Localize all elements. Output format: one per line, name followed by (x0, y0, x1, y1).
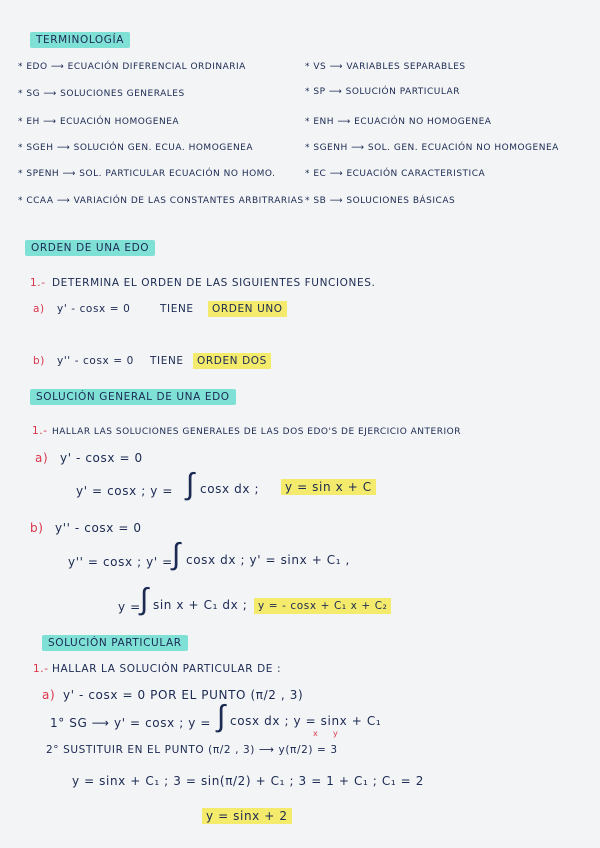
general-a-equation: y' - cosx = 0 (60, 451, 143, 465)
term-enh: * ENH ⟶ ECUACIÓN NO HOMOGENEA (305, 117, 492, 127)
orden-a-label: a) (33, 303, 45, 315)
general-b-equation: y'' - cosx = 0 (55, 521, 142, 535)
term-vs: * VS ⟶ VARIABLES SEPARABLES (305, 62, 466, 72)
term-sp: * SP ⟶ SOLUCIÓN PARTICULAR (305, 87, 460, 97)
orden-b-label: b) (33, 355, 45, 367)
particular-result: y = sinx + 2 (202, 808, 292, 824)
particular-a-equation: y' - cosx = 0 POR EL PUNTO (π/2 , 3) (63, 688, 304, 702)
general-a-label: a) (35, 451, 49, 465)
general-b-result: y = - cosx + C₁ x + C₂ (254, 598, 391, 614)
general-title: SOLUCIÓN GENERAL DE UNA EDO (30, 389, 236, 405)
term-sg: * SG ⟶ SOLUCIONES GENERALES (18, 89, 185, 99)
integral-sign-icon: ∫ (186, 467, 195, 502)
general-a-result: y = sin x + C (281, 479, 376, 495)
general-number: 1.- (32, 425, 48, 437)
term-edo: * EDO ⟶ ECUACIÓN DIFERENCIAL ORDINARIA (18, 62, 246, 72)
particular-step2: 2° SUSTITUIR EN EL PUNTO (π/2 , 3) ⟶ y(π/2) = 3 (46, 744, 338, 756)
term-spenh: * SPENH ⟶ SOL. PARTICULAR ECUACIÓN NO HOMO. (18, 169, 276, 179)
particular-statement: HALLAR LA SOLUCIÓN PARTICULAR DE : (52, 663, 282, 675)
particular-step1: 1° SG ⟶ y' = cosx ; y = (50, 716, 212, 730)
particular-step3: y = sinx + C₁ ; 3 = sin(π/2) + C₁ ; 3 = 1 + C₁ ; C₁ = 2 (72, 774, 424, 788)
general-a-integrand: cosx dx ; (200, 482, 260, 496)
integral-sign-icon: ∫ (172, 537, 181, 572)
particular-a-label: a) (42, 688, 56, 702)
general-b-integrand1: cosx dx ; y' = sinx + C₁ , (186, 553, 350, 567)
particular-number: 1.- (33, 663, 49, 675)
orden-title: ORDEN DE UNA EDO (25, 240, 155, 256)
general-b-step2: y = (118, 600, 141, 614)
term-sgenh: * SGENH ⟶ SOL. GEN. ECUACIÓN NO HOMOGENEA (305, 143, 559, 153)
integral-sign-icon: ∫ (140, 582, 149, 617)
term-sb: * SB ⟶ SOLUCIONES BÁSICAS (305, 196, 456, 206)
general-a-step: y' = cosx ; y = (76, 484, 174, 498)
orden-a-equation: y' - cosx = 0 (57, 303, 131, 315)
general-b-step1: y'' = cosx ; y' = (68, 555, 173, 569)
mark-x: x (313, 729, 318, 738)
orden-b-answer: ORDEN DOS (193, 353, 271, 369)
general-b-integrand2: sin x + C₁ dx ; (153, 598, 248, 612)
orden-b-text: TIENE (150, 355, 184, 367)
orden-number: 1.- (30, 277, 46, 289)
term-eh: * EH ⟶ ECUACIÓN HOMOGENEA (18, 117, 180, 127)
terminology-title: TERMINOLOGÍA (30, 32, 130, 48)
general-b-label: b) (30, 521, 44, 535)
orden-a-text: TIENE (160, 303, 194, 315)
term-ccaa: * CCAA ⟶ VARIACIÓN DE LAS CONSTANTES ARBITRARIAS (18, 196, 304, 206)
orden-b-equation: y'' - cosx = 0 (57, 355, 134, 367)
general-statement: HALLAR LAS SOLUCIONES GENERALES DE LAS DOS EDO'S DE EJERCICIO ANTERIOR (52, 427, 461, 437)
mark-y: y (333, 729, 338, 738)
particular-title: SOLUCIÓN PARTICULAR (42, 635, 188, 651)
term-ec: * EC ⟶ ECUACIÓN CARACTERISTICA (305, 169, 486, 179)
term-sgeh: * SGEH ⟶ SOLUCIÓN GEN. ECUA. HOMOGENEA (18, 143, 254, 153)
orden-statement: DETERMINA EL ORDEN DE LAS SIGUIENTES FUNCIONES. (52, 277, 376, 289)
orden-a-answer: ORDEN UNO (208, 301, 287, 317)
particular-step1-integral: cosx dx ; y = sinx + C₁ (230, 714, 382, 728)
integral-sign-icon: ∫ (217, 699, 226, 734)
